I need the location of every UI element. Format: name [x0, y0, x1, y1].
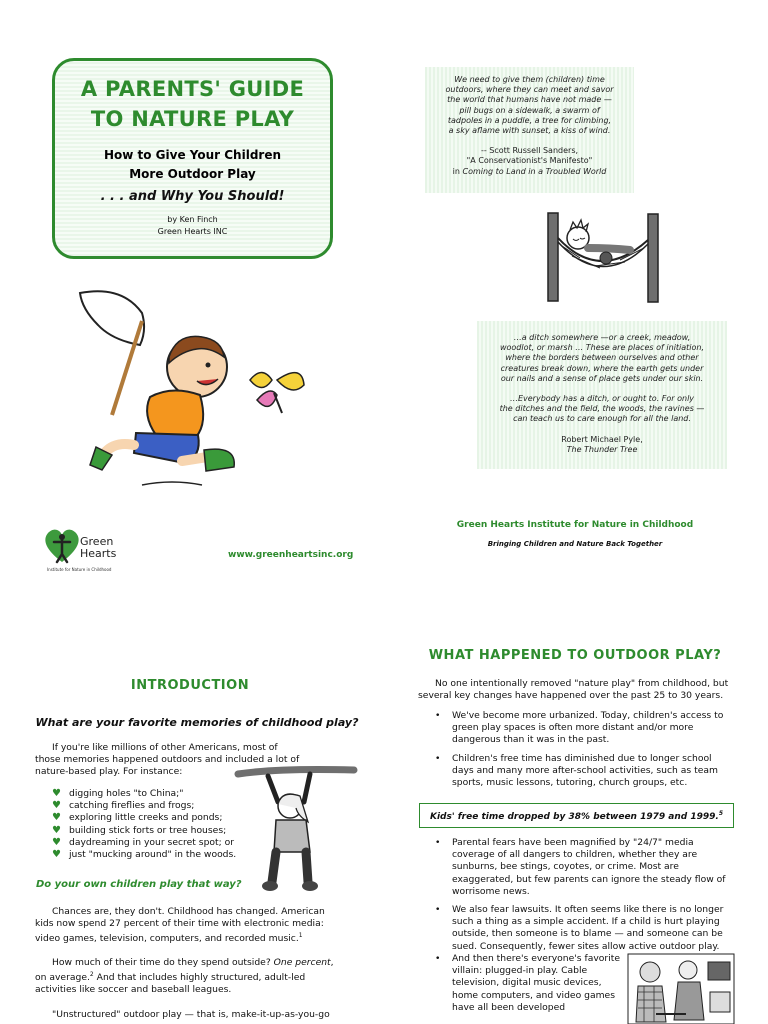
footnote-ref: 2 [89, 971, 94, 979]
list-item: • We've become more urbanized. Today, children's access to green play spaces is often more distant and/or more dangerous than it was in the past. [435, 710, 724, 746]
subtitle [55, 146, 330, 184]
subtitle-line-1: How to Give Your Children [103, 148, 282, 162]
quote-line: …a ditch somewhere —or a creek, meadow, [513, 333, 691, 342]
quote-sanders [425, 67, 634, 193]
boy-with-net-illustration [72, 285, 312, 490]
quote-line: outdoors, where they can meet and savor [445, 85, 614, 95]
changes-list-2 [435, 837, 735, 959]
list-item: ♥ daydreaming in your secret spot; or [52, 837, 262, 849]
logo-subtitle: Institute for Nature in Childhood [47, 567, 112, 572]
list-item: ♥ digging holes "to China;" [52, 788, 262, 800]
quote-pyle [477, 321, 727, 469]
quote-work: "A Conservationist's Manifesto" [466, 156, 593, 166]
footnote-ref: 5 [718, 810, 723, 817]
institute-heading: Green Hearts Institute for Nature in Childhood [456, 520, 694, 530]
quote-line: a sky aflame with sunset, a kiss of wind. [448, 126, 611, 136]
quote-line: the world that humans have not made — [447, 95, 612, 105]
tagline: . . . and Why You Should! [100, 189, 285, 204]
green-hearts-logo-text [80, 536, 116, 560]
what-happened-paragraph: No one intentionally removed "nature play" from childhood, but several key changes have happened over the past 25 to 30 years. [418, 678, 729, 702]
logo-line-1: Green [80, 535, 114, 548]
list-item: ♥ catching fireflies and frogs; [52, 800, 262, 812]
list-item: • And then there's everyone's favorite villain: plugged-in play. Cable television, digital music devices, home computers, and video games have all been developed [435, 953, 621, 1013]
quote-line: our nails and a sense of place gets under our skin. [500, 373, 704, 383]
hammock-child-illustration [540, 208, 665, 303]
title-box [52, 58, 333, 259]
subtitle-line-2: More Outdoor Play [129, 167, 256, 181]
intro-question: What are your favorite memories of childhood play? [35, 716, 359, 729]
quote-pyle-text-2 [477, 394, 727, 425]
author-org: Green Hearts INC [157, 227, 228, 236]
quote-author: Robert Michael Pyle, [561, 434, 643, 444]
changes-list-1 [435, 710, 735, 795]
free-time-stat-box: Kids' free time dropped by 38% between 1979 and 1999.$^5$ [419, 803, 734, 828]
quote-line: pill bugs on a sidewalk, a swarm of [459, 105, 600, 115]
intro-heading: INTRODUCTION [130, 678, 250, 693]
quote-line: tadpoles in a puddle, a tree for climbing, [447, 115, 612, 125]
quote-pyle-text [477, 333, 727, 384]
quote-line: creatures break down, where the earth gets under [500, 363, 704, 373]
list-item: • Parental fears have been magnified by "24/7" media coverage of all dangers to children, whether they are sunburns, bee stings, coyotes, or crime. Most are exaggerated, but few parents can ignore the steady flow of worrisome news. [435, 837, 726, 897]
intro-paragraph-2: Chances are, they don't. Childhood has changed. American kids now spend 27 percent of their time with electronic media: video games, television, computers, and recorded music.$^1$ [35, 906, 325, 945]
title-line-2: TO NATURE PLAY [90, 107, 295, 131]
own-children-question: Do your own children play that way? [36, 879, 242, 890]
what-happened-heading: WHAT HAPPENED TO OUTDOOR PLAY? [428, 648, 722, 663]
list-item: ♥ building stick forts or tree houses; [52, 825, 262, 837]
hanging-child-illustration [238, 762, 356, 897]
green-hearts-logo-icon [42, 524, 82, 566]
quote-line: …Everybody has a ditch, or ought to. For only [509, 394, 695, 404]
quote-sanders-attribution [425, 146, 634, 177]
institute-tagline: Bringing Children and Nature Back Together [487, 540, 663, 548]
intro-paragraph-1: If you're like millions of other Americans, most of those memories happened outdoors and included a lot of nature-based play. For instance: [35, 742, 300, 778]
quote-line: the ditches and the field, the woods, the ravines — [499, 404, 705, 414]
changes-list-3 [435, 953, 625, 1020]
quote-source: The Thunder Tree [566, 444, 638, 454]
list-item: ♥ just "mucking around" in the woods. [52, 849, 262, 861]
quote-source: Coming to Land in a Troubled World [462, 166, 607, 176]
family-screens-illustration [626, 952, 736, 1024]
quote-line: We need to give them (children) time [454, 75, 605, 84]
quote-line: can teach us to care enough for all the land. [513, 414, 691, 424]
memories-list [52, 788, 262, 861]
quote-author: -- Scott Russell Sanders, [480, 146, 579, 156]
quote-line: where the borders between ourselves and other [505, 353, 699, 363]
quote-sanders-text [425, 75, 634, 136]
author: by Ken Finch [167, 215, 218, 224]
list-item: • Children's free time has diminished due to longer school days and many more after-school activities, such as team sports, music lessons, tutoring, church groups, etc. [435, 752, 718, 789]
intro-paragraph-3: How much of their time do they spend outside? One percent, on average.$^2$ And that includes highly structured, adult-led activities like soccer and baseball leagues. [35, 957, 334, 996]
byline [55, 214, 330, 238]
list-item: ♥ exploring little creeks and ponds; [52, 812, 262, 824]
quote-line: woodlot, or marsh … These are places of initiation, [499, 343, 705, 353]
logo-line-2: Hearts [80, 547, 117, 560]
title-line-1: A PARENTS' GUIDE [80, 77, 305, 101]
quote-source-prefix: in [452, 166, 463, 176]
website-link[interactable]: www.greenheartsinc.org [228, 550, 354, 560]
intro-paragraph-4: "Unstructured" outdoor play — that is, make-it-up-as-you-go [52, 1009, 330, 1020]
page-title [55, 74, 330, 134]
footnote-ref: 1 [298, 932, 303, 940]
quote-pyle-attribution [477, 435, 727, 455]
list-item: • We also fear lawsuits. It often seems like there is no longer such a thing as a simple accident. If a child is hurt playing outside, then someone is to blame — and someone can be sued. Consequently, fewer sites allow active outdoor play. [435, 904, 724, 952]
